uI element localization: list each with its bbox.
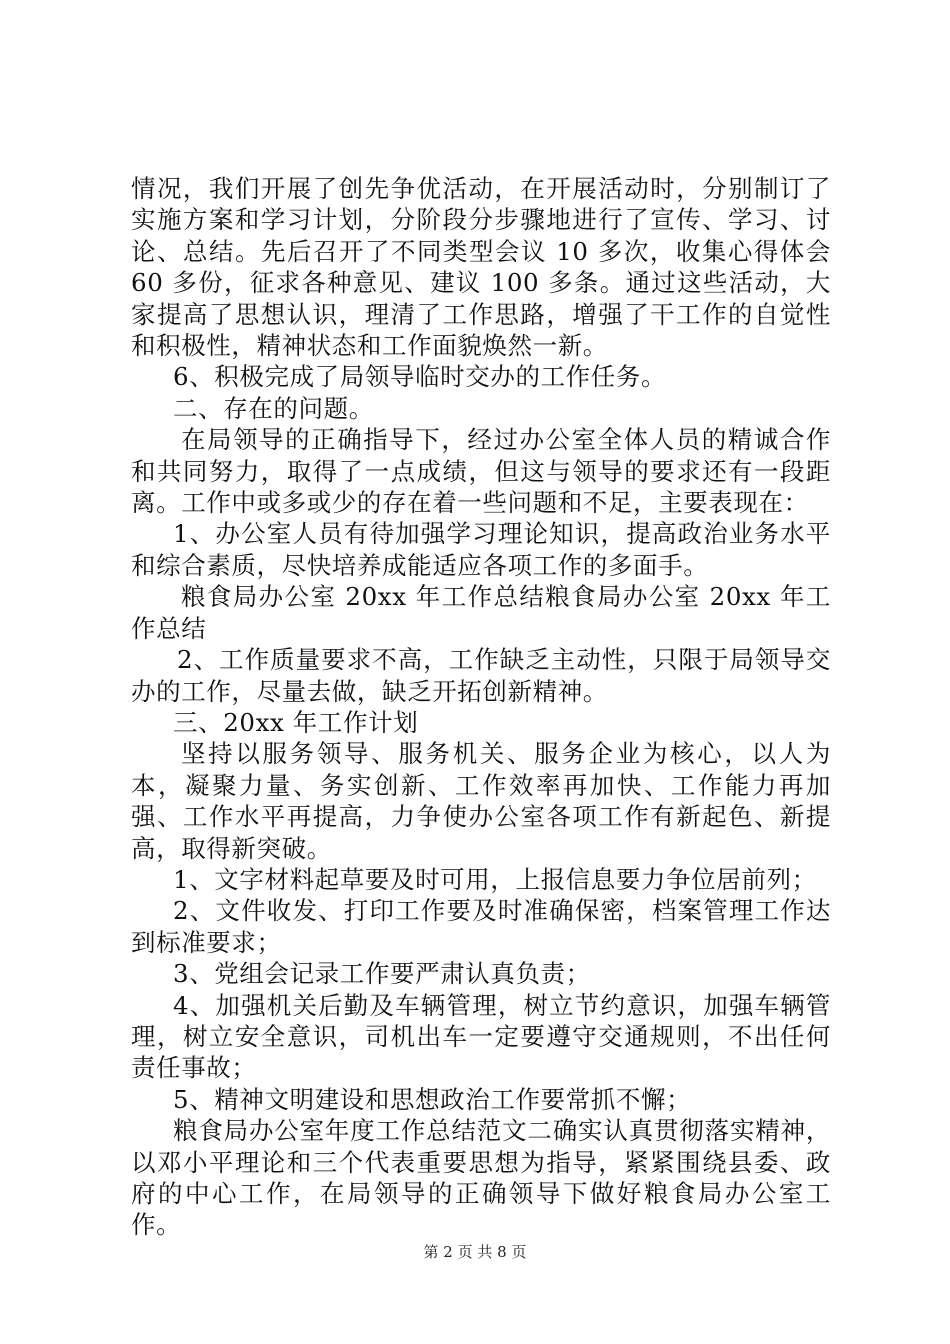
paragraph-inserted-title: 粮食局办公室 20xx 年工作总结粮食局办公室 20xx 年工作总结 (131, 582, 831, 643)
paragraph-problem-2: 2、工作质量要求不高，工作缺乏主动性，只限于局领导交办的工作，尽量去做，缺乏开拓创新精神。 (131, 645, 831, 706)
paragraph-plan-3: 3、党组会记录工作要严肃认真负责； (173, 959, 591, 989)
section-heading-plan: 三、20xx 年工作计划 (173, 707, 419, 737)
page-footer: 第 2 页 共 8 页 (423, 1243, 527, 1261)
paragraph-sample-two: 粮食局办公室年度工作总结范文二确实认真贯彻落实精神，以邓小平理论和三个代表重要思想为指导，紧紧围绕县委、政府的中心工作，在局领导的正确领导下做好粮食局办公室工作。 (131, 1116, 831, 1240)
document-body (131, 173, 831, 1241)
paragraph-problem-1: 1、办公室人员有待加强学习理论知识，提高政治业务水平和综合素质，尽快培养成能适应各项工作的多面手。 (131, 519, 831, 580)
paragraph-plan-2: 2、文件收发、打印工作要及时准确保密，档案管理工作达到标准要求； (131, 896, 831, 957)
paragraph-plan-1: 1、文字材料起草要及时可用，上报信息要力争位居前列； (173, 864, 817, 894)
paragraph-problems-intro: 在局领导的正确指导下，经过办公室全体人员的精诚合作和共同努力，取得了一点成绩，但这与领导的要求还有一段距离。工作中或多或少的存在着一些问题和不足，主要表现在： (131, 425, 831, 518)
paragraph-item-6: 6、积极完成了局领导临时交办的工作任务。 (173, 362, 667, 392)
paragraph-plan-4: 4、加强机关后勤及车辆管理，树立节约意识，加强车辆管理，树立安全意识，司机出车一定要遵守交通规则，不出任何责任事故； (131, 990, 831, 1083)
paragraph-plan-5: 5、精神文明建设和思想政治工作要常抓不懈； (173, 1084, 692, 1114)
paragraph-plan-intro: 坚持以服务领导、服务机关、服务企业为核心，以人为本，凝聚力量、务实创新、工作效率再加快、工作能力再加强、工作水平再提高，力争使办公室各项工作有新起色、新提高，取得新突破。 (131, 739, 831, 863)
paragraph-continuation: 情况，我们开展了创先争优活动，在开展活动时，分别制订了实施方案和学习计划，分阶段分步骤地进行了宣传、学习、讨论、总结。先后召开了不同类型会议 10 多次，收集心得体会 60 多份，征求各种意见、建议 100 多条。通过这些活动，大家提高了思想认识，理清了工作思路，增强了干工作的自觉性和积极性，精神状态和工作面貌焕然一新。 (131, 174, 831, 361)
section-heading-problems: 二、存在的问题。 (173, 393, 374, 423)
